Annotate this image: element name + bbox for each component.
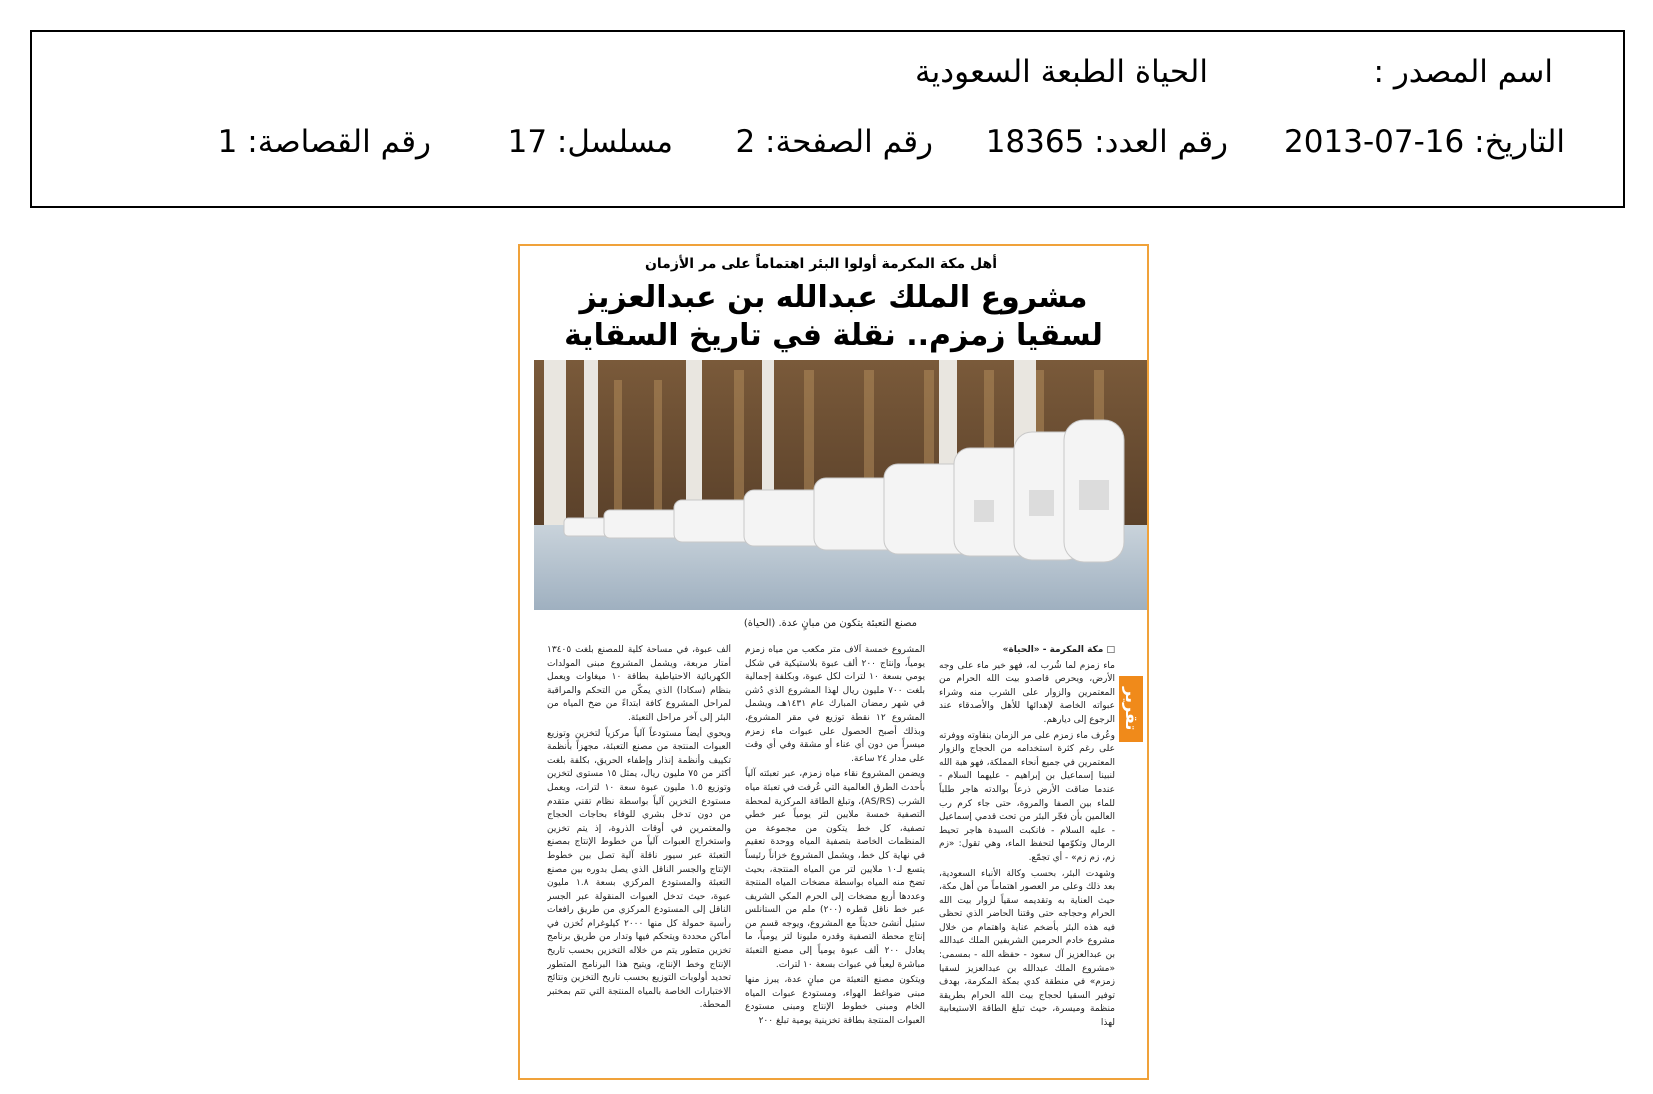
page-number-field: رقم الصفحة: 2	[735, 124, 933, 160]
source-value: الحياة الطبعة السعودية	[915, 54, 1208, 90]
paragraph: ويحوي أيضاً مستودعاً آلياً مركزياً لتخزين وتوزيع العبوات المنتجة من مصنع التعبئة، مجهزاً بأنظمة تكييف وأنظمة إنذار وإطفاء الحريق، بكلفة بلغت أكثر من ٧٥ مليون ريال، يمثل ١٥ مستوى لتخزين وتوزيع ١.٥ مليون عبوة سعة ١٠ لترات، ويعمل مستودع التخزين آلياً بواسطة نظام تقني متقدم من دون تدخل بشري للوفاء بحاجات الحجاج والمعتمرين في أوقات الذروة، إذ يتم تخزين واستخراج العبوات آلياً من خطوط الإنتاج بمصنع التعبئة عبر سيور ناقلة آلية تصل بين خطوط الإنتاج والجسر الناقل الذي يصل بدوره بين مصنع التعبئة والمستودع المركزي بسعة ١.٨ مليون عبوة، حيث تدخل العبوات المنقولة عبر الجسر الناقل إلى المستودع المركزي من طريق رافعات رأسية حمولة كل منها ٢٠٠٠ كيلوغرام تُخزن في أماكن محددة ويتحكم فيها وتدار من طريق برنامج تخزين متطور يتم من خلاله التخزين بحسب تاريخ الإنتاج وخط الإنتاج، ويتيح هذا البرنامج المتطور تحديد أولويات التوزيع بحسب تاريخ التخزين ونتائج الاختبارات الخاصة بالمياه المنتجة التي تتم بمختبر المحطة.	[547, 728, 731, 1011]
paragraph: ماء زمزم لما شُرب له، فهو خير ماء على وجه الأرض، ويحرص قاصدو بيت الله الحرام من المعتمرين والزوار على الشرب منه وشراء عبواته الخاصة لإهدائها للأهل والأصدقاء عند الرجوع إلى ديارهم.	[939, 660, 1115, 725]
article-photo	[534, 360, 1149, 610]
clip-number-field: رقم القصاصة: 1	[217, 124, 431, 160]
source-info-box	[30, 30, 1625, 208]
paragraph: المشروع خمسة آلاف متر مكعب من مياه زمزم يومياً، وإنتاج ٢٠٠ ألف عبوة بلاستيكية في شكل يومي بسعة ١٠ لترات لكل عبوة، وبكلفة إجمالية بلغت ٧٠٠ مليون ريال لهذا المشروع الذي دُشن في شهر رمضان المبارك عام ١٤٣١هـ، ويشمل المشروع ١٢ نقطة توزيع في مقر المشروع، وبذلك أصبح الحصول على عبوات ماء زمزم ميسراً من دون أي عناء أو مشقة وفي أي وقت على مدار ٢٤ ساعة.	[745, 645, 925, 764]
issue-number-field: رقم العدد: 18365	[985, 124, 1228, 160]
article-column-2	[745, 644, 925, 1064]
article-column-1	[939, 644, 1115, 1064]
paragraph: وشهدت البئر، بحسب وكالة الأنباء السعودية، بعد ذلك وعلى مر العصور اهتماماً من أهل مكة، حيث العناية به وتقديمه سقياً لزوار بيت الله الحرام وحجاجه حتى وقتنا الحاضر الذي تحظى فيه هذه البئر بأضخم عناية واهتمام من خلال مشروع خادم الحرمين الشريفين الملك عبدالله بن عبدالعزيز آل سعود - حفظه الله - بمسمى: «مشروع الملك عبدالله بن عبدالعزيز لسقيا زمزم» في منطقة كدي بمكة المكرمة، بهدف توفير السقيا لحجاج بيت الله الحرام بطريقة منظمة وميسرة، حيث تبلغ الطاقة الاستيعابية لهذا	[939, 868, 1115, 1029]
paragraph: ويتكون مصنع التعبئة من مبانٍ عدة، يبرز منها مبنى ضواغط الهواء، ومستودع عبوات المياه الخام ومبنى خطوط الإنتاج ومبنى مستودع العبوات المنتجة بطاقة تخزينية يومية تبلغ ٢٠٠	[745, 975, 925, 1027]
photo-caption: مصنع التعبئة يتكون من مبانٍ عدة. (الحياة)	[743, 618, 917, 629]
article-kicker: أهل مكة المكرمة أولوا البئر اهتماماً على مر الأزمان	[644, 256, 997, 272]
article-column-3	[547, 644, 731, 1064]
paragraph: وعُرف ماء زمزم على مر الزمان بنقاوته ووفرته على رغم كثرة استخدامه من الحجاج والزوار المعتمرين في جميع أنحاء المملكة، فهو هبة الله لنبينا إسماعيل بن إبراهيم - عليهما السلام - عندما ضاقت الأرض ذرعاً بوالدته هاجر طلباً للماء بين الصفا والمروة، حتى جاء كرم رب العالمين بأن فجّر البئر من تحت قدمي إسماعيل - عليه السلام - فانكبت السيدة هاجر تحيط الرمال وتكوّمها لتحفظ الماء، وهي تقول: «زم زم، زم زم» - أي تجمّع.	[939, 730, 1115, 863]
paragraph: ويضمن المشروع نقاء مياه زمزم، عبر تعبئته آلياً بأحدث الطرق العالمية التي عُرفت في تعبئة مياه الشرب (AS/RS)، وتبلغ الطاقة المركزية لمحطة التصفية خمسة ملايين لتر يومياً عبر خطي تصفية، كل خط يتكون من مجموعة من المنظمات الخاصة بتصفية المياه ووحدة تعقيم في نهاية كل خط، ويشمل المشروع خزاناً رئيساً يتسع لـ١٠ ملايين لتر من المياه المنتجة، بحيث تضخ منه المياه بواسطة مضخات المياه المنتجة وعددها أربع مضخات إلى الحرم المكي الشريف عبر خط ناقل قطره (٢٠٠) ملم من الستانلس ستيل أنشئ حديثاً مع المشروع، ويوجه قسم من إنتاج محطة التصفية وقدره مليونا لتر يومياً، ما يعادل ٢٠٠ ألف عبوة يومياً إلى مصنع التعبئة مباشرة ليعبأ في عبوات بسعة ١٠ لترات.	[745, 769, 925, 970]
newspaper-clipping	[518, 244, 1149, 1080]
source-label: اسم المصدر :	[1373, 54, 1553, 90]
byline: □ مكة المكرمة - «الحياة»	[1002, 645, 1115, 655]
paragraph: ألف عبوة، في مساحة كلية للمصنع بلغت ١٣٤٠٥ أمتار مربعة، ويشمل المشروع مبنى المولدات الكهربائية الاحتياطية بطاقة ١٠ ميغاوات ويعمل بنظام (سكادا) الذي يمكّن من التحكم والمراقبة لمراحل المشروع كافة ابتداءً من ضخ المياه من البئر إلى آخر مراحل التعبئة.	[547, 645, 731, 723]
section-tag: تقرير	[1119, 676, 1143, 742]
article-title-line1: مشروع الملك عبدالله بن عبدالعزيز	[579, 280, 1088, 315]
serial-field: مسلسل: 17	[507, 124, 673, 160]
article-title-line2: لسقيا زمزم.. نقلة في تاريخ السقاية	[564, 318, 1103, 353]
date-field: التاريخ: 16-07-2013	[1284, 124, 1565, 160]
